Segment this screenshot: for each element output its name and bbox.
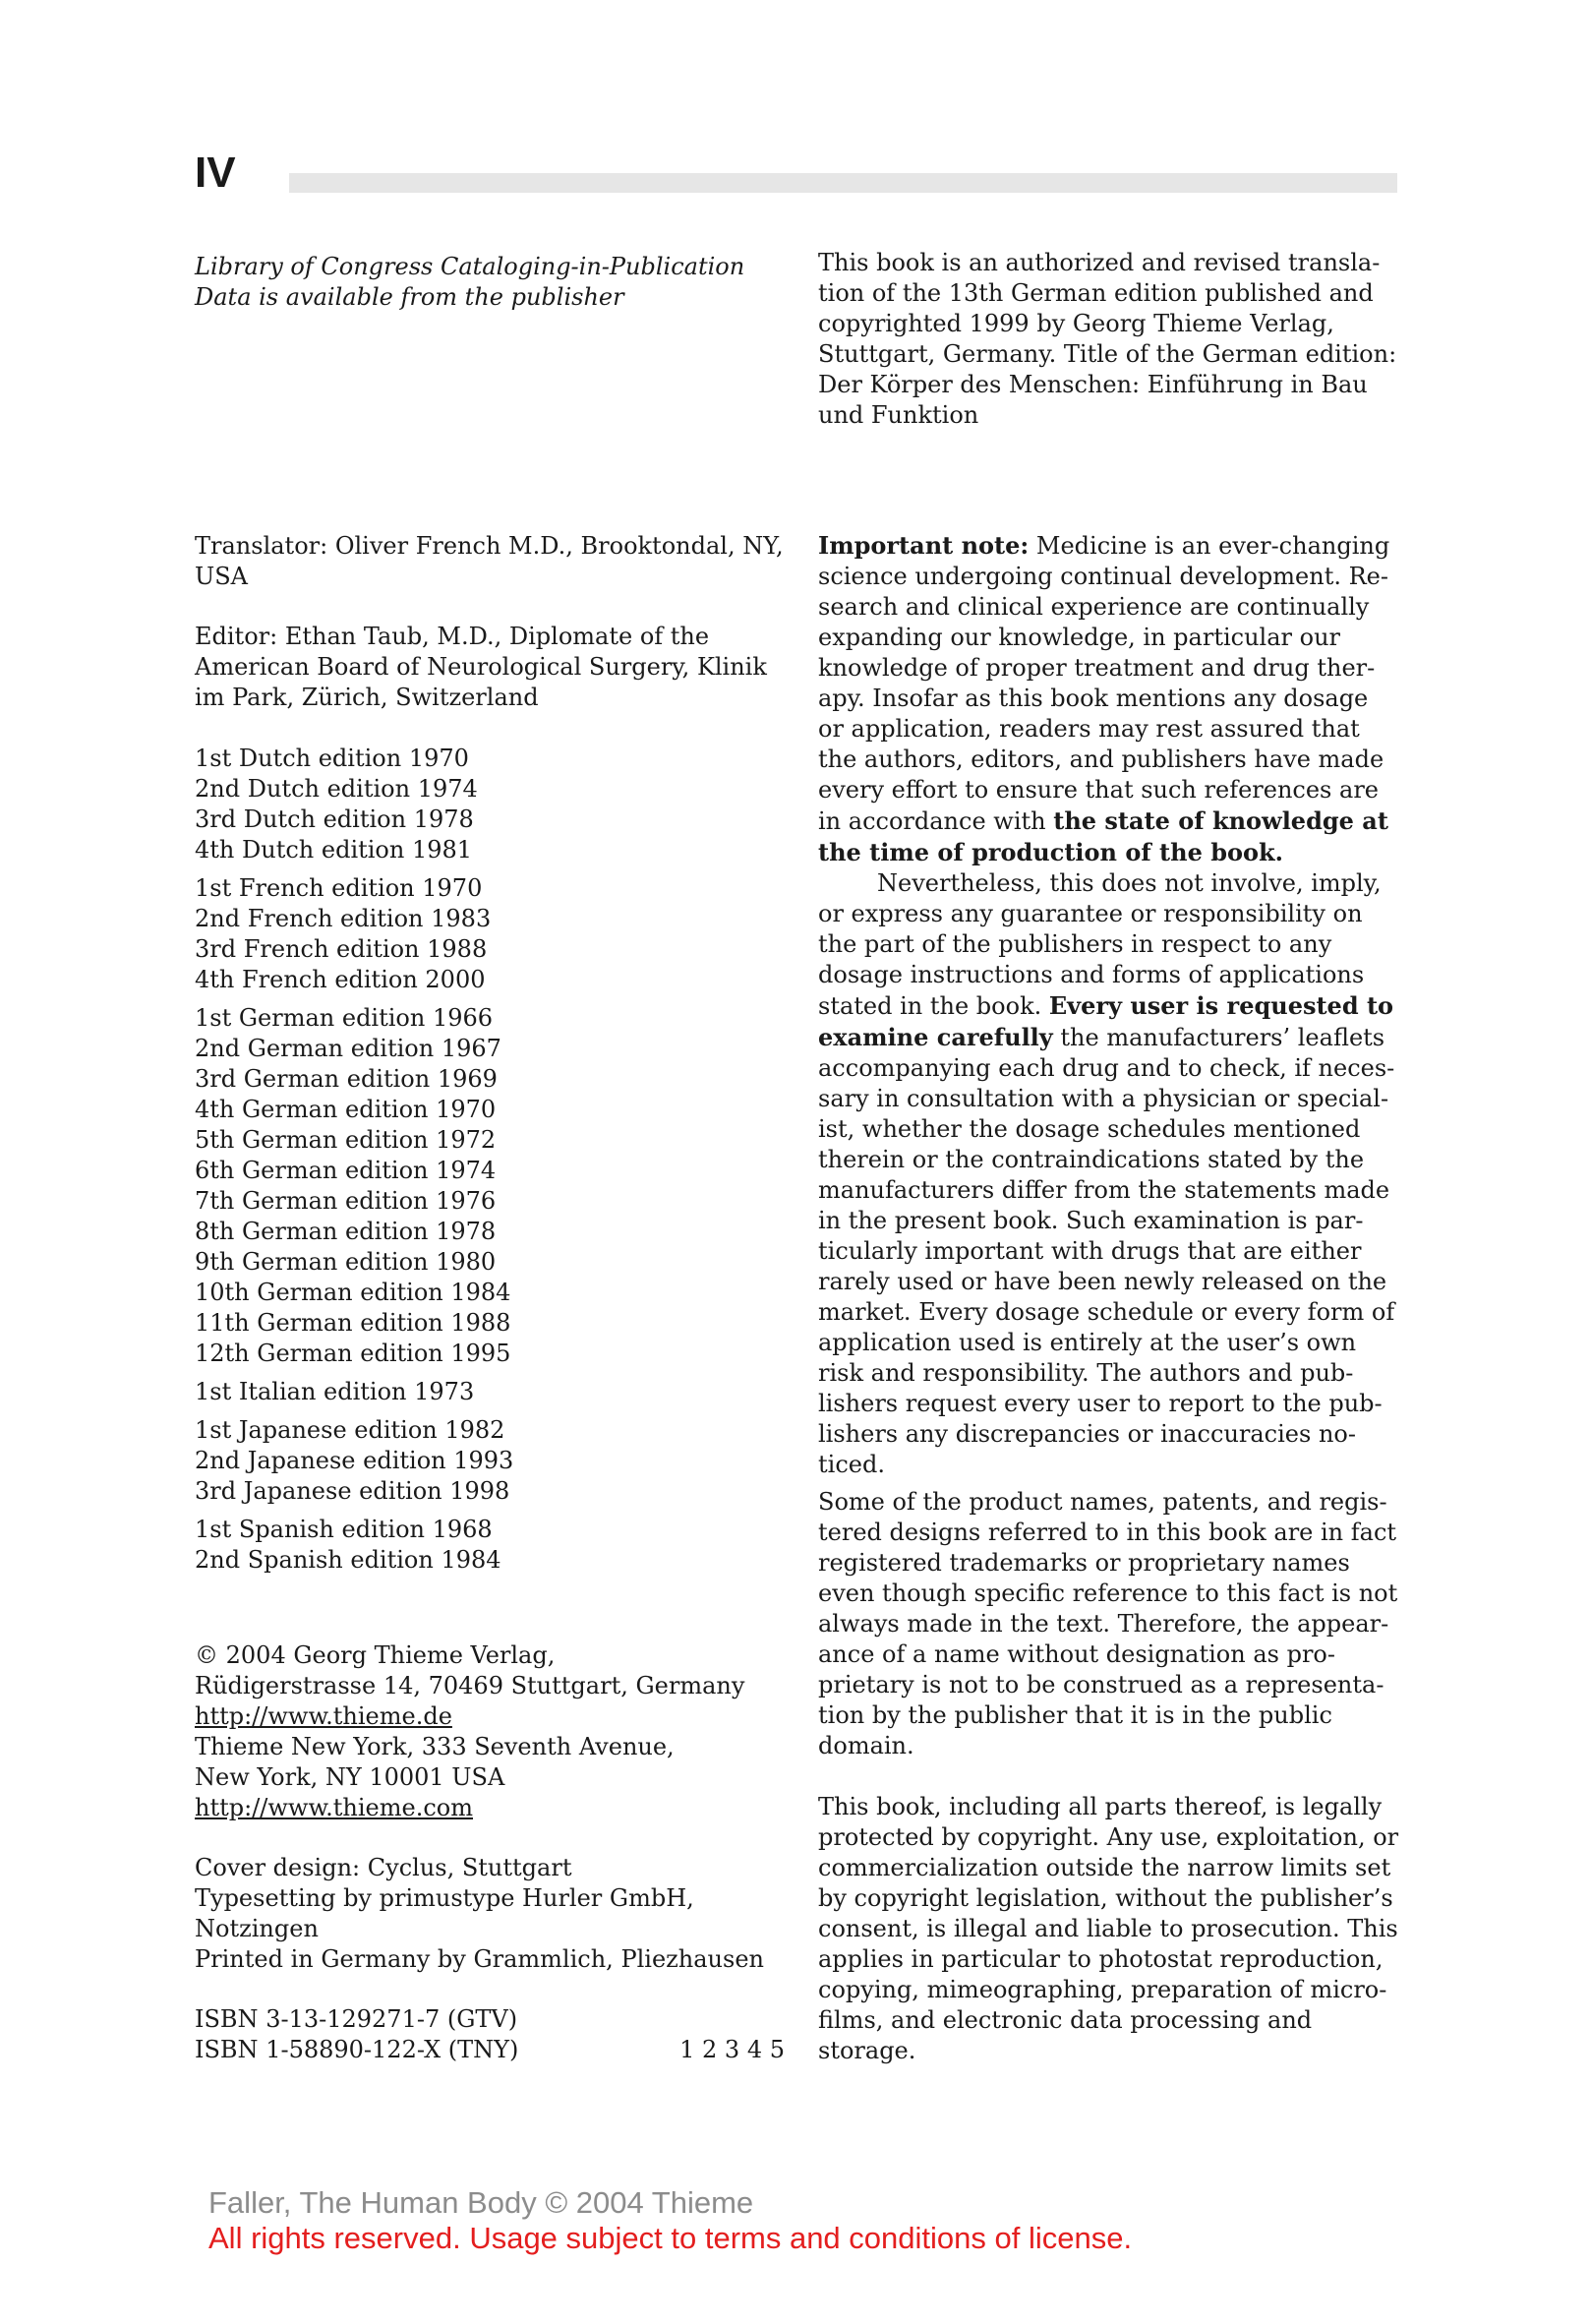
ny-address-line: New York, NY 10001 USA <box>195 1763 505 1791</box>
note-line: lishers request every user to report to the pub- <box>818 1390 1383 1417</box>
license-footer: All rights reserved. Usage subject to terms and conditions of license. <box>208 2221 1133 2255</box>
edition-item: 2nd Japanese edition 1993 <box>195 1447 514 1474</box>
edition-item: 5th German edition 1972 <box>195 1126 497 1154</box>
copyright-notice-line: applies in particular to photostat reproduction, <box>818 1945 1384 1973</box>
note-line: knowledge of proper treatment and drug ther- <box>818 654 1376 682</box>
thieme-de-link[interactable]: http://www.thieme.de <box>195 1702 452 1730</box>
note-line: ist, whether the dosage schedules mentioned <box>818 1115 1361 1143</box>
edition-item: 2nd French edition 1983 <box>195 905 492 932</box>
edition-item: 3rd German edition 1969 <box>195 1065 498 1093</box>
publisher-info <box>195 1640 795 1823</box>
note-line: expanding our knowledge, in particular our <box>818 624 1341 651</box>
note-line: or application, readers may rest assured that <box>818 715 1360 743</box>
translator-line: Translator: Oliver French M.D., Brooktondal, NY, <box>195 532 784 560</box>
translation-line: tion of the 13th German edition published and <box>818 279 1374 307</box>
note-line: the part of the publishers in respect to any <box>818 930 1332 958</box>
copyright-line: © 2004 Georg Thieme Verlag, <box>195 1641 556 1669</box>
edition-item: 1st Italian edition 1973 <box>195 1378 475 1405</box>
note-line: ticed. <box>818 1451 885 1478</box>
source-footer: Faller, The Human Body © 2004 Thieme <box>208 2185 754 2220</box>
cip-line: Data is available from the publisher <box>195 283 624 311</box>
note-line: in the present book. Such examination is par- <box>818 1207 1364 1234</box>
isbn-tny: ISBN 1-58890-122-X (TNY) <box>195 2036 519 2063</box>
important-note <box>818 530 1408 1480</box>
cip-line: Library of Congress Cataloging-in-Publication <box>195 253 745 280</box>
edition-item: 6th German edition 1974 <box>195 1157 497 1184</box>
edition-item: 2nd Dutch edition 1974 <box>195 775 478 803</box>
german-editions <box>195 1003 795 1369</box>
isbn-gtv: ISBN 3-13-129271-7 (GTV) <box>195 2005 518 2033</box>
spanish-editions <box>195 1515 795 1576</box>
production-line: Notzingen <box>195 1915 319 1942</box>
editor-line: American Board of Neurological Surgery, Klinik <box>195 653 767 681</box>
cip-note <box>195 252 795 313</box>
translator-line: USA <box>195 563 248 590</box>
note-line: therein or the contraindications stated by the <box>818 1146 1365 1173</box>
edition-item: 4th German edition 1970 <box>195 1096 497 1123</box>
note-line: accompanying each drug and to check, if neces- <box>818 1054 1395 1082</box>
copyright-notice <box>818 1792 1408 2066</box>
note-line: dosage instructions and forms of applications <box>818 961 1365 988</box>
copyright-notice-line: consent, is illegal and liable to prosecution. This <box>818 1915 1398 1942</box>
note-line: sary in consultation with a physician or special- <box>818 1085 1389 1112</box>
edition-item: 2nd German edition 1967 <box>195 1035 501 1062</box>
note-line: rarely used or have been newly released on the <box>818 1268 1387 1295</box>
production-line: Cover design: Cyclus, Stuttgart <box>195 1854 572 1881</box>
trademark-line: always made in the text. Therefore, the appear- <box>818 1610 1389 1638</box>
trademark-line: tered designs referred to in this book are in fact <box>818 1519 1397 1546</box>
edition-item: 12th German edition 1995 <box>195 1340 511 1367</box>
important-label: Important note: <box>818 531 1030 560</box>
note-line: ticularly important with drugs that are either <box>818 1237 1362 1265</box>
trademark-note <box>818 1487 1408 1761</box>
translation-line: This book is an authorized and revised transla- <box>818 249 1381 276</box>
copyright-notice-line: storage. <box>818 2037 916 2064</box>
copyright-notice-line: by copyright legislation, without the publisher’s <box>818 1884 1393 1912</box>
note-line: in accordance with the state of knowledge at <box>818 806 1388 835</box>
japanese-editions <box>195 1415 795 1507</box>
production-line: Typesetting by primustype Hurler GmbH, <box>195 1884 694 1912</box>
translation-line: Der Körper des Menschen: Einführung in Bau <box>818 371 1368 398</box>
note-line: manufacturers differ from the statements made <box>818 1176 1390 1204</box>
note-line: or express any guarantee or responsibility on <box>818 900 1363 927</box>
note-line: application used is entirely at the user’s own <box>818 1329 1357 1356</box>
page-folio: IV <box>195 149 236 197</box>
note-line: science undergoing continual development. Re- <box>818 563 1388 590</box>
copyright-notice-line: protected by copyright. Any use, exploitation, or <box>818 1823 1399 1851</box>
ny-address-line: Thieme New York, 333 Seventh Avenue, <box>195 1733 675 1760</box>
translation-line: und Funktion <box>818 401 979 429</box>
edition-item: 1st German edition 1966 <box>195 1004 494 1032</box>
edition-item: 2nd Spanish edition 1984 <box>195 1546 501 1574</box>
edition-item: 3rd French edition 1988 <box>195 935 488 963</box>
edition-item: 1st French edition 1970 <box>195 874 483 902</box>
isbn-block <box>195 2004 785 2065</box>
edition-item: 3rd Japanese edition 1998 <box>195 1477 510 1505</box>
note-line: Nevertheless, this does not involve, imply, <box>877 869 1382 897</box>
copyright-notice-line: copying, mimeographing, preparation of micro- <box>818 1976 1387 2003</box>
note-line: stated in the book. Every user is requested to <box>818 991 1394 1020</box>
dutch-editions <box>195 744 795 865</box>
note-line: risk and responsibility. The authors and pub- <box>818 1359 1354 1387</box>
note-line: apy. Insofar as this book mentions any dosage <box>818 685 1369 712</box>
edition-item: 7th German edition 1976 <box>195 1187 497 1215</box>
edition-item: 1st Dutch edition 1970 <box>195 745 469 772</box>
trademark-line: prietary is not to be construed as a representa- <box>818 1671 1384 1698</box>
edition-history <box>195 744 795 1583</box>
note-line: every effort to ensure that such references are <box>818 776 1379 804</box>
note-line: lishers any discrepancies or inaccuracies no- <box>818 1420 1356 1448</box>
production-line: Printed in Germany by Grammlich, Pliezhausen <box>195 1945 764 1973</box>
edition-item: 8th German edition 1978 <box>195 1218 497 1245</box>
edition-item: 4th French edition 2000 <box>195 966 486 993</box>
trademark-line: ance of a name without designation as pro- <box>818 1640 1335 1668</box>
editor-line: im Park, Zürich, Switzerland <box>195 684 539 711</box>
edition-item: 3rd Dutch edition 1978 <box>195 805 474 833</box>
header-rule <box>289 173 1397 193</box>
note-line: search and clinical experience are continually <box>818 593 1370 621</box>
note-line: examine carefully the manufacturers’ leaflets <box>818 1023 1385 1051</box>
edition-item: 4th Dutch edition 1981 <box>195 836 473 864</box>
edition-item: 11th German edition 1988 <box>195 1309 511 1337</box>
edition-item: 10th German edition 1984 <box>195 1279 511 1306</box>
note-line: the authors, editors, and publishers have made <box>818 745 1384 773</box>
editor-line: Editor: Ethan Taub, M.D., Diplomate of the <box>195 623 710 650</box>
thieme-com-link[interactable]: http://www.thieme.com <box>195 1794 473 1821</box>
edition-item: 9th German edition 1980 <box>195 1248 497 1276</box>
translation-line: Stuttgart, Germany. Title of the German edition: <box>818 340 1397 368</box>
production-credits <box>195 1853 795 1975</box>
trademark-line: registered trademarks or proprietary names <box>818 1549 1350 1577</box>
translation-line: copyrighted 1999 by Georg Thieme Verlag, <box>818 310 1334 337</box>
publisher-address: Rüdigerstrasse 14, 70469 Stuttgart, Germany <box>195 1672 745 1699</box>
note-line: market. Every dosage schedule or every form of <box>818 1298 1395 1326</box>
french-editions <box>195 873 795 995</box>
editor-credit <box>195 622 795 713</box>
copyright-notice-line: This book, including all parts thereof, is legally <box>818 1793 1383 1820</box>
trademark-line: Some of the product names, patents, and regis- <box>818 1488 1387 1516</box>
trademark-line: domain. <box>818 1732 914 1759</box>
copyright-notice-line: films, and electronic data processing and <box>818 2006 1313 2034</box>
printing-number: 1 2 3 4 5 <box>679 2036 785 2063</box>
italian-editions <box>195 1377 795 1407</box>
edition-item: 1st Japanese edition 1982 <box>195 1416 505 1444</box>
translator-credit <box>195 531 795 592</box>
translation-note <box>818 248 1408 431</box>
note-line: Important note: Medicine is an ever-changing <box>818 531 1390 560</box>
edition-item: 1st Spanish edition 1968 <box>195 1516 493 1543</box>
note-line: the time of production of the book. <box>818 838 1283 866</box>
trademark-line: even though specific reference to this fact is not <box>818 1579 1398 1607</box>
trademark-line: tion by the publisher that it is in the public <box>818 1701 1332 1729</box>
copyright-notice-line: commercialization outside the narrow limits set <box>818 1854 1391 1881</box>
